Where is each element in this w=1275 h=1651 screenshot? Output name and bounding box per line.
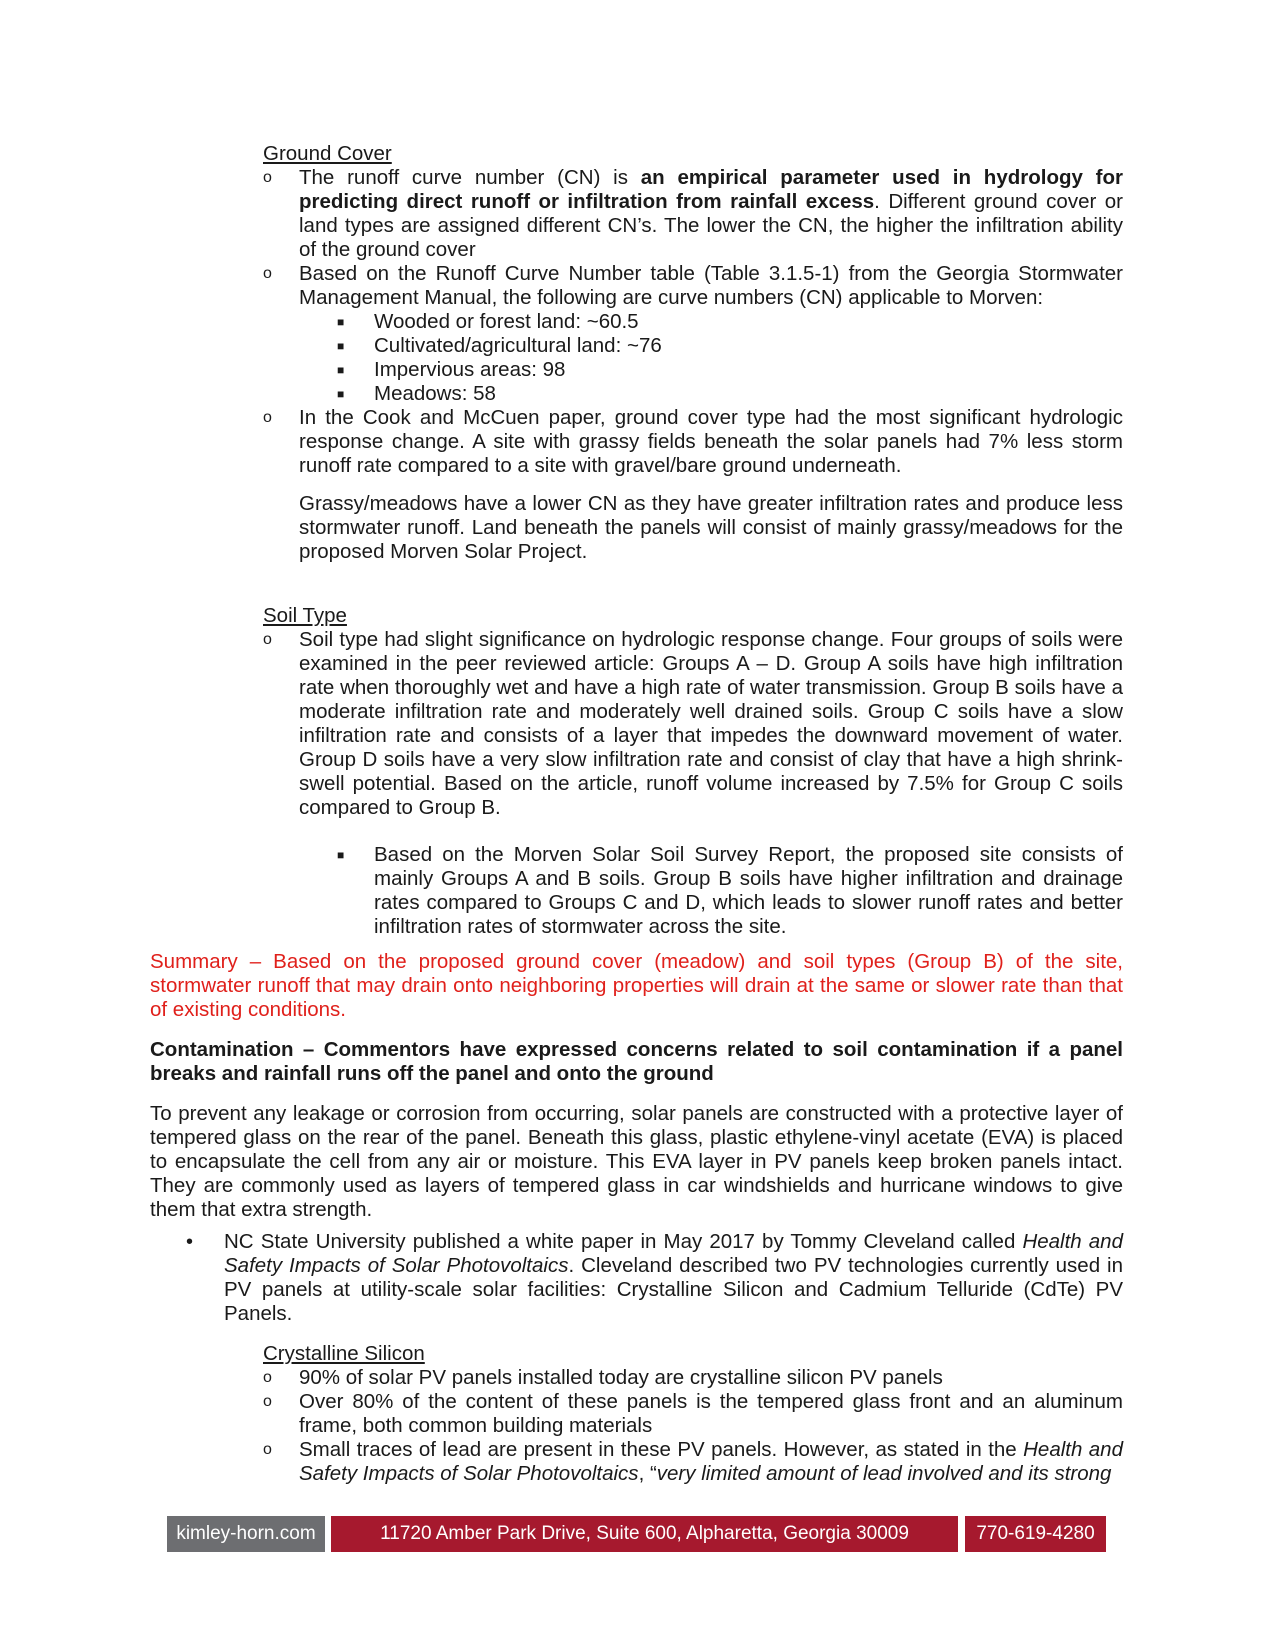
lead-quote: very limited amount of lead involved and its strong [656,1462,1112,1485]
cn-text-pre: The runoff curve number (CN) is [299,166,641,189]
crystalline-heading: Crystalline Silicon [263,1342,425,1365]
footer-address: 11720 Amber Park Drive, Suite 600, Alpharetta, Georgia 30009 [331,1516,958,1552]
hollow-bullet-icon: o [263,265,272,282]
hollow-bullet-icon: o [263,1369,272,1386]
lead-text-mid: , “ [638,1462,657,1485]
lead-text-pre: Small traces of lead are present in these PV panels. However, as stated in the [299,1438,1024,1461]
ground-cover-item-1 [299,166,1123,262]
cn-list-item: Impervious areas: 98 [374,358,566,381]
soil-type-item-1: Soil type had slight significance on hydrologic response change. Four groups of soils were examined in the peer reviewed article: Groups A – D. Group A soils have high infiltration rate when thoroughly wet and have a high rate of water transmission. Group B soils have a moderate infiltration rate and moderately well drained soils. Group C soils have a slow infiltration rate and consists of a layer that impedes the downward movement of water. Group D soils have a very slow infiltration rate and consist of clay that have a high shrink-swell potential. Based on the article, runoff volume increased by 7.5% for Group C soils compared to Group B. [299,628,1123,819]
cn-list-item: Meadows: 58 [374,382,496,405]
hollow-bullet-icon: o [263,409,272,426]
hollow-bullet-icon: o [263,631,272,648]
cn-list-item: Cultivated/agricultural land: ~76 [374,334,662,357]
nc-state-text-post: . Cleveland described two PV technologies currently used in PV panels at utility-scale solar facilities: Crystalline Silicon and Cadmium Telluride (CdTe) PV Panels. [224,1254,1123,1325]
nc-state-bullet [224,1230,1123,1326]
lead-paper-title: Health and Safety Impacts of Solar Photovoltaics [299,1438,1123,1485]
ground-cover-paragraph: Grassy/meadows have a lower CN as they have greater infiltration rates and produce less stormwater runoff. Land beneath the panels will consist of mainly grassy/meadows for the proposed Morven Solar Project. [299,492,1123,563]
cn-text-post: . Different ground cover or land types are assigned different CN’s. The lower the CN, the higher the infiltration ability of the ground cover [299,190,1123,261]
soil-type-heading: Soil Type [263,604,347,627]
cn-text-bold: an empirical parameter used in hydrology for predicting direct runoff or infiltration from rainfall excess [299,166,1123,213]
hollow-bullet-icon: o [263,1393,272,1410]
nc-state-paper-title: Health and Safety Impacts of Solar Photovoltaics [224,1230,1123,1277]
hollow-bullet-icon: o [263,1441,272,1458]
summary-text: Summary – Based on the proposed ground cover (meadow) and soil types (Group B) of the site, stormwater runoff that may drain onto neighboring properties will drain at the same or slower rate than that of existing conditions. [150,950,1123,1021]
square-bullet-icon: ■ [337,363,345,377]
ground-cover-heading: Ground Cover [263,142,392,165]
square-bullet-icon: ■ [337,387,345,401]
footer-phone[interactable]: 770-619-4280 [965,1516,1106,1552]
cn-list-item: Wooded or forest land: ~60.5 [374,310,639,333]
crystalline-item-3 [299,1438,1123,1486]
soil-survey-bullet: Based on the Morven Solar Soil Survey Report, the proposed site consists of mainly Groups A and B soils. Group B soils have higher infiltration and drainage rates compared to Groups C and D, which leads to slower runoff rates and better infiltration rates of stormwater across the site. [374,843,1123,938]
nc-state-text-pre: NC State University published a white paper in May 2017 by Tommy Cleveland called [224,1230,1023,1253]
ground-cover-item-2: Based on the Runoff Curve Number table (Table 3.1.5-1) from the Georgia Stormwater Management Manual, the following are curve numbers (CN) applicable to Morven: [299,262,1123,309]
bullet-icon: • [186,1231,194,1253]
ground-cover-item-3: In the Cook and McCuen paper, ground cover type had the most significant hydrologic response change. A site with grassy fields beneath the solar panels had 7% less storm runoff rate compared to a site with gravel/bare ground underneath. [299,406,1123,477]
crystalline-item-1: 90% of solar PV panels installed today are crystalline silicon PV panels [299,1366,943,1389]
square-bullet-icon: ■ [337,315,345,329]
hollow-bullet-icon: o [263,169,272,186]
crystalline-item-2: Over 80% of the content of these panels is the tempered glass front and an aluminum frame, both common building materials [299,1390,1123,1437]
square-bullet-icon: ■ [337,339,345,353]
contamination-heading: Contamination – Commentors have expressed concerns related to soil contamination if a panel breaks and rainfall runs off the panel and onto the ground [150,1038,1123,1085]
contamination-paragraph: To prevent any leakage or corrosion from occurring, solar panels are constructed with a protective layer of tempered glass on the rear of the panel. Beneath this glass, plastic ethylene-vinyl acetate (EVA) is placed to encapsulate the cell from any air or moisture. This EVA layer in PV panels keep broken panels intact. They are commonly used as layers of tempered glass in car windshields and hurricane windows to give them that extra strength. [150,1102,1123,1221]
footer-website[interactable]: kimley-horn.com [167,1516,325,1552]
square-bullet-icon: ■ [337,848,345,862]
